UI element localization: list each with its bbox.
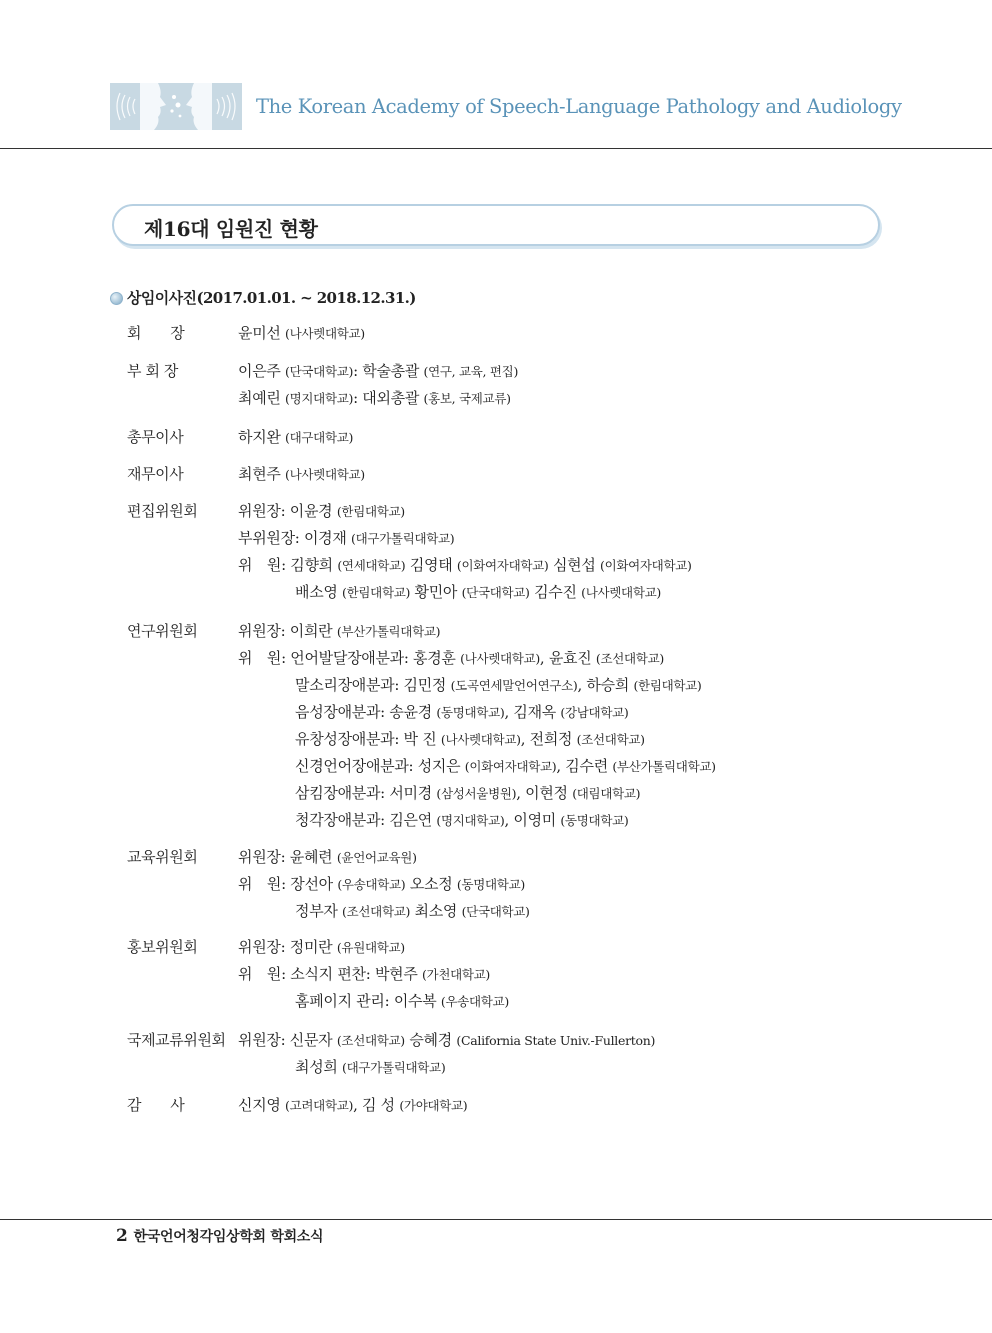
- member-line: 하지완 (대구대학교): [238, 428, 354, 446]
- role-label: 연구위원회: [127, 622, 198, 640]
- member-line: 위 원: 언어발달장애분과: 홍경훈 (나사렛대학교), 윤효진 (조선대학교): [238, 649, 664, 667]
- footer-divider: [0, 1219, 992, 1220]
- academy-logo: [110, 83, 242, 130]
- member-line: 위원장: 이윤경 (한림대학교): [238, 502, 405, 520]
- page-number: 2: [116, 1226, 128, 1246]
- role-label: 교육위원회: [127, 848, 198, 866]
- member-line: 최예린 (명지대학교): 대외총괄 (홍보, 국제교류): [238, 389, 511, 407]
- member-line: 위원장: 정미란 (유원대학교): [238, 938, 405, 956]
- bullet-icon: [110, 292, 123, 305]
- member-line: 위원장: 신문자 (조선대학교) 승혜경 (California State Univ.-Fullerton): [238, 1031, 656, 1049]
- role-label: 재무이사: [127, 465, 184, 483]
- role-label: 총무이사: [127, 428, 184, 446]
- member-line: 위 원: 소식지 편찬: 박현주 (가천대학교): [238, 965, 491, 983]
- member-line: 청각장애분과: 김은연 (명지대학교), 이영미 (동명대학교): [295, 811, 629, 829]
- member-line: 최현주 (나사렛대학교): [238, 465, 365, 483]
- member-line: 이은주 (단국대학교): 학술총괄 (연구, 교육, 편집): [238, 362, 519, 380]
- page-footer: [116, 1226, 323, 1246]
- page-title-banner: [112, 204, 880, 246]
- member-line: 배소영 (한림대학교) 황민아 (단국대학교) 김수진 (나사렛대학교): [295, 583, 661, 601]
- member-line: 위원장: 윤혜련 (윤언어교육원): [238, 848, 417, 866]
- member-line: 홈페이지 관리: 이수복 (우송대학교): [295, 992, 509, 1010]
- member-line: 신경언어장애분과: 성지은 (이화여자대학교), 김수련 (부산가톨릭대학교): [295, 757, 716, 775]
- page-title: 제16대 임원진 현황: [144, 217, 318, 241]
- role-label: 국제교류위원회: [127, 1031, 226, 1049]
- member-line: 정부자 (조선대학교) 최소영 (단국대학교): [295, 902, 530, 920]
- member-line: 위 원: 김향희 (연세대학교) 김영태 (이화여자대학교) 심현섭 (이화여자대학교): [238, 556, 692, 574]
- member-line: 말소리장애분과: 김민정 (도곡연세말언어연구소), 하승희 (한림대학교): [295, 676, 702, 694]
- role-label: 부 회 장: [127, 362, 179, 380]
- role-label: 회 장: [127, 324, 185, 342]
- header-divider: [0, 148, 992, 149]
- member-line: 삼킴장애분과: 서미경 (삼성서울병원), 이현정 (대림대학교): [295, 784, 641, 802]
- role-label: 홍보위원회: [127, 938, 198, 956]
- role-label: 편집위원회: [127, 502, 198, 520]
- member-line: 부위원장: 이경재 (대구가톨릭대학교): [238, 529, 455, 547]
- footer-text: 한국언어청각임상학회 학회소식: [133, 1229, 324, 1245]
- member-line: 위 원: 장선아 (우송대학교) 오소정 (동명대학교): [238, 875, 525, 893]
- member-line: 신지영 (고려대학교), 김 성 (가야대학교): [238, 1096, 468, 1114]
- member-line: 유창성장애분과: 박 진 (나사렛대학교), 전희정 (조선대학교): [295, 730, 645, 748]
- member-line: 최성희 (대구가톨릭대학교): [295, 1058, 446, 1076]
- role-label: 감 사: [127, 1096, 185, 1114]
- member-line: 위원장: 이희란 (부산가톨릭대학교): [238, 622, 441, 640]
- member-line: 윤미선 (나사렛대학교): [238, 324, 365, 342]
- member-line: 음성장애분과: 송윤경 (동명대학교), 김재옥 (강남대학교): [295, 703, 629, 721]
- section-heading: 상임이사진(2017.01.01. ~ 2018.12.31.): [127, 289, 416, 307]
- journal-title: The Korean Academy of Speech-Language Pathology and Audiology: [256, 95, 902, 118]
